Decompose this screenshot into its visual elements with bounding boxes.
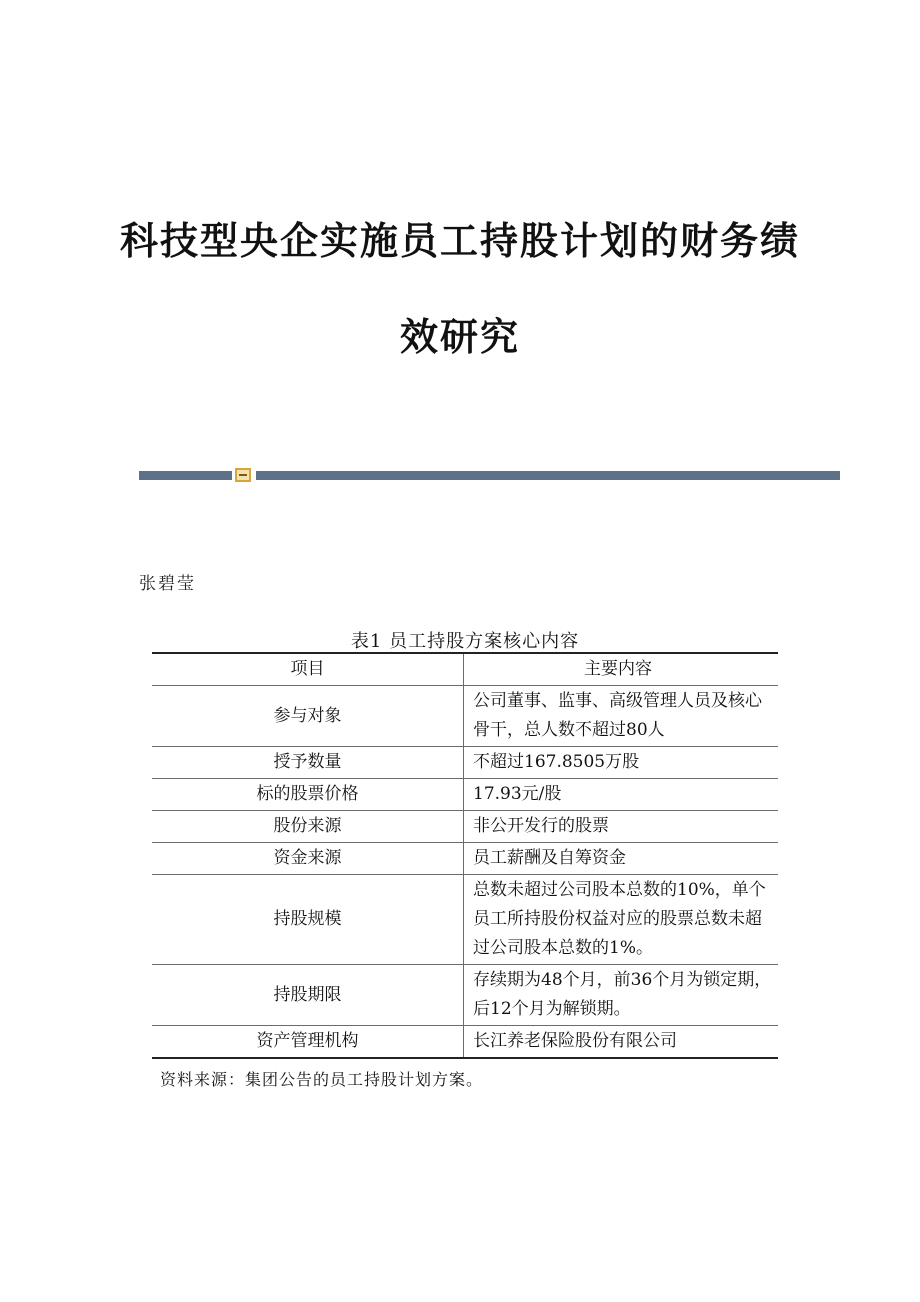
document-title-line-1: 科技型央企实施员工持股计划的财务绩 [119,218,800,263]
row-item: 资产管理机构 [152,1026,464,1059]
document-title-line-2: 效研究 [399,314,520,359]
row-item: 标的股票价格 [152,779,464,811]
divider-ornament-icon [235,468,251,482]
esop-core-content-table [152,652,778,1059]
table-row [152,875,778,965]
row-content: 17.93元/股 [464,779,779,811]
table-caption: 表1 员工持股方案核心内容 [350,631,580,652]
table-row [152,811,778,843]
table-header-row [152,653,778,686]
row-content: 不超过167.8505万股 [464,747,779,779]
row-item: 持股规模 [152,875,464,965]
header-content: 主要内容 [464,653,779,686]
table-row [152,1026,778,1059]
row-item: 参与对象 [152,686,464,747]
header-item: 项目 [152,653,464,686]
row-item: 股份来源 [152,811,464,843]
table-row [152,779,778,811]
table-row [152,686,778,747]
row-content: 非公开发行的股票 [464,811,779,843]
title-divider-right [256,471,840,480]
row-content: 公司董事、监事、高级管理人员及核心骨干，总人数不超过80人 [464,686,779,747]
row-item: 资金来源 [152,843,464,875]
author-name: 张碧莹 [139,574,196,594]
table-row [152,747,778,779]
title-divider-left [139,471,232,480]
row-content: 长江养老保险股份有限公司 [464,1026,779,1059]
table-row [152,843,778,875]
row-content: 存续期为48个月，前36个月为锁定期，后12个月为解锁期。 [464,965,779,1026]
row-content: 员工薪酬及自筹资金 [464,843,779,875]
table-source-note: 资料来源：集团公告的员工持股计划方案。 [160,1070,484,1089]
table-row [152,965,778,1026]
row-item: 持股期限 [152,965,464,1026]
row-item: 授予数量 [152,747,464,779]
row-content: 总数未超过公司股本总数的10%，单个员工所持股份权益对应的股票总数未超过公司股本总数的1%。 [464,875,779,965]
